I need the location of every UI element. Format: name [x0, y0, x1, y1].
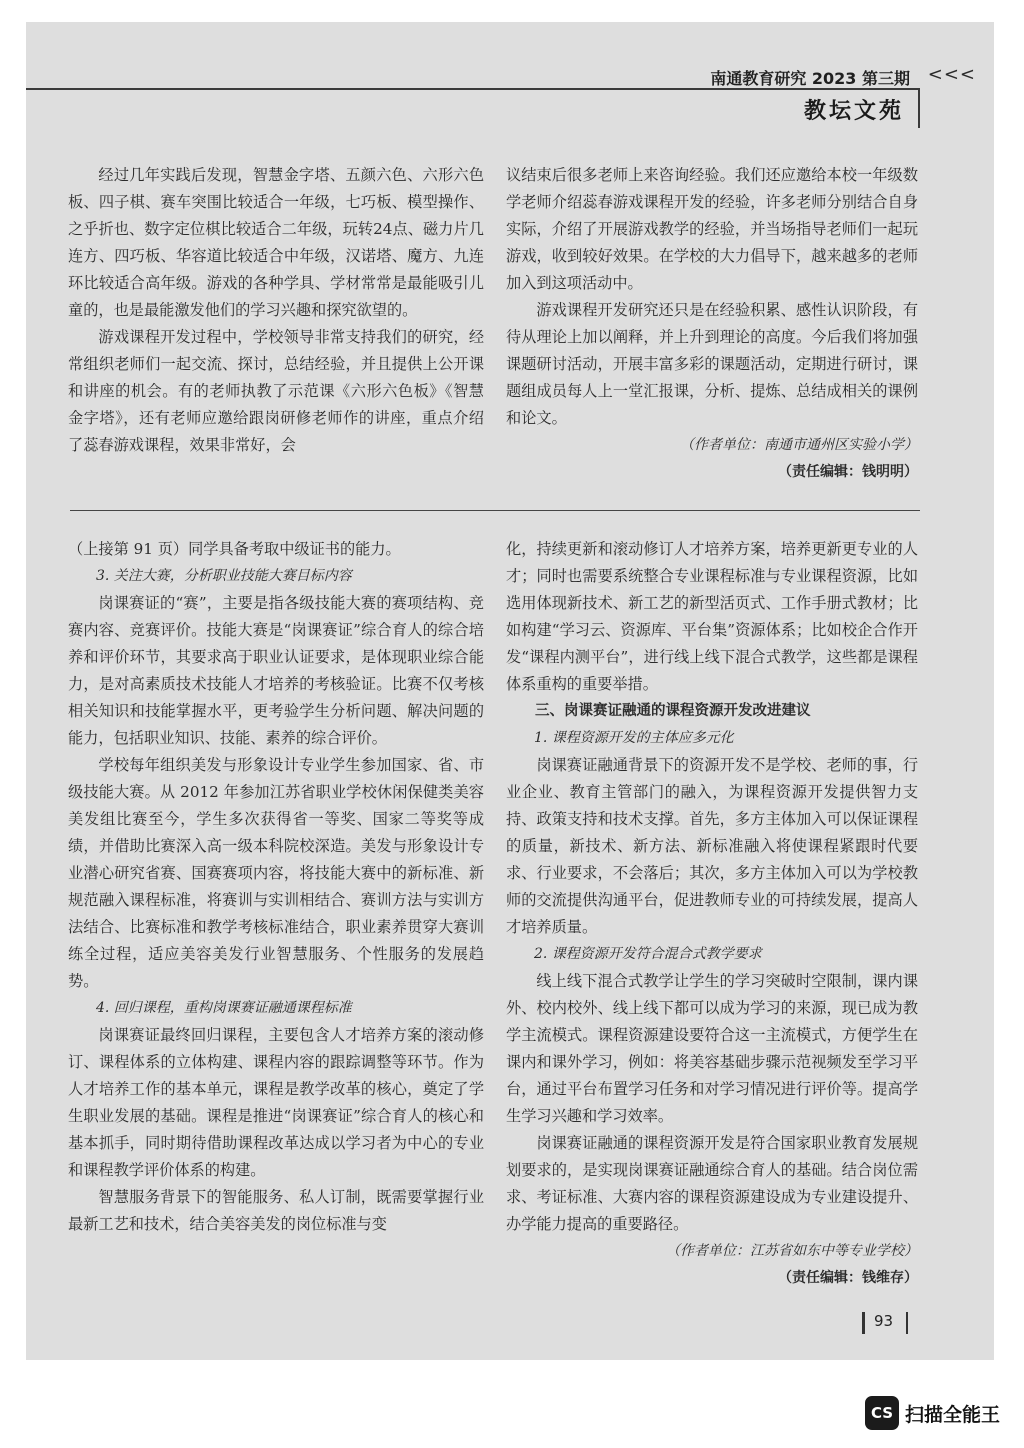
subsection-heading: 3. 关注大赛，分析职业技能大赛目标内容 — [96, 568, 352, 584]
paragraph: 岗课赛证的“赛”，主要是指各级技能大赛的赛项结构、竞赛内容、竞赛评价。技能大赛是“岗课赛证”综合育人的综合培养和评价环节，其要求高于职业认证要求，是体现职业综合能力，是对高素质技术技能人才培养的考核验证。比赛不仅考核相关知识和技能掌握水平，更考验学生分析问题、解决问题的能力，包括职业知识、技能、素养的综合评价。 — [68, 594, 484, 747]
article1-right-column — [506, 162, 918, 486]
author-unit: （作者单位：江苏省如东中等专业学校） — [666, 1243, 918, 1259]
camscanner-logo-icon: CS — [865, 1396, 899, 1430]
article2-left-column — [68, 536, 484, 1238]
journal-title: 南通教育研究 2023 第三期 — [710, 69, 910, 88]
subsection-heading: 2. 课程资源开发符合混合式教学要求 — [534, 946, 762, 962]
paragraph: 岗课赛证最终回归课程，主要包含人才培养方案的滚动修订、课程体系的立体构建、课程内容的跟踪调整等环节。作为人才培养工作的基本单元，课程是教学改革的核心，奠定了学生职业发展的基础。课程是推进“岗课赛证”综合育人的核心和基本抓手，同时期待借助课程改革达成以学习者为中心的专业和课程教学评价体系的构建。 — [68, 1026, 484, 1179]
subsection-heading: 1. 课程资源开发的主体应多元化 — [534, 730, 734, 746]
paragraph: 化，持续更新和滚动修订人才培养方案，培养更新更专业的人才；同时也需要系统整合专业课程标准与专业课程资源，比如选用体现新技术、新工艺的新型活页式、工作手册式教材；比如构建“学习云、资源库、平台集”资源体系；比如校企合作开发“课程内测平台”，进行线上线下混合式教学，这些都是课程体系重构的重要举措。 — [506, 540, 918, 693]
editor-credit: （责任编辑：钱维存） — [778, 1270, 918, 1286]
subsection-heading: 4. 回归课程，重构岗课赛证融通课程标准 — [96, 1000, 352, 1016]
paragraph: 经过几年实践后发现，智慧金字塔、五颜六色、六形六色板、四子棋、赛车突围比较适合一年级，七巧板、模型操作、之乎折也、数字定位棋比较适合二年级，玩转24点、磁力片几连方、四巧板、华容道比较适合中年级，汉诺塔、魔方、九连环比较适合高年级。游戏的各种学具、学材常常是最能吸引儿童的，也是最能激发他们的学习兴趣和探究欲望的。 — [68, 166, 484, 319]
journal-page — [26, 22, 994, 1360]
paragraph: （上接第 91 页）同学具备考取中级证书的能力。 — [68, 540, 401, 558]
article2-right-column — [506, 536, 918, 1292]
paragraph: 游戏课程开发过程中，学校领导非常支持我们的研究，经常组织老师们一起交流、探讨，总结经验，并且提供上公开课和讲座的机会。有的老师执教了示范课《六形六色板》《智慧金字塔》，还有老师应邀给跟岗研修老师作的讲座，重点介绍了蕊春游戏课程，效果非常好，会 — [68, 328, 484, 454]
author-unit: （作者单位：南通市通州区实验小学） — [680, 437, 918, 453]
paragraph: 智慧服务背景下的智能服务、私人订制，既需要掌握行业最新工艺和技术，结合美容美发的岗位标准与变 — [68, 1188, 484, 1233]
page-number: 93 — [874, 1312, 894, 1330]
paragraph: 议结束后很多老师上来咨询经验。我们还应邀给本校一年级数学老师介绍蕊春游戏课程开发的经验，许多老师分别结合自身实际，介绍了开展游戏教学的经验，并当场指导老师们一起玩游戏，收到较好效果。在学校的大力倡导下，越来越多的老师加入到这项活动中。 — [506, 166, 918, 292]
header-rule — [26, 88, 920, 90]
section-heading: 三、岗课赛证融通的课程资源开发改进建议 — [535, 703, 811, 719]
article1-left-column — [68, 162, 484, 459]
paragraph: 岗课赛证融通的课程资源开发是符合国家职业教育发展规划要求的，是实现岗课赛证融通综合育人的基础。结合岗位需求、考证标准、大赛内容的课程资源建设成为专业建设提升、办学能力提高的重要路径。 — [506, 1134, 918, 1233]
article-divider — [70, 510, 920, 511]
editor-credit: （责任编辑：钱明明） — [778, 464, 918, 480]
footer-bar-right — [906, 1312, 908, 1334]
scanner-watermark — [865, 1396, 1000, 1430]
arrows-icon: <<< — [927, 64, 976, 85]
header-side-rule — [918, 88, 920, 128]
paragraph: 学校每年组织美发与形象设计专业学生参加国家、省、市级技能大赛。从 2012 年参加江苏省职业学校休闲保健类美容美发组比赛至今，学生多次获得省一等奖、国家二等奖等成绩，并借助比赛深入高一级本科院校深造。美发与形象设计专业潜心研究省赛、国赛赛项内容，将技能大赛中的新标准、新规范融入课程标准，将赛训与实训相结合、赛训方法与实训方法结合、比赛标准和教学考核标准结合，职业素养贯穿大赛训练全过程，适应美容美发行业智慧服务、个性服务的发展趋势。 — [68, 756, 484, 990]
paragraph: 游戏课程开发研究还只是在经验积累、感性认识阶段，有待从理论上加以阐释，并上升到理论的高度。今后我们将加强课题研讨活动，开展丰富多彩的课题活动，定期进行研讨，课题组成员每人上一堂汇报课，分析、提炼、总结成相关的课例和论文。 — [506, 301, 918, 427]
paragraph: 岗课赛证融通背景下的资源开发不是学校、老师的事，行业企业、教育主管部门的融入，为课程资源开发提供智力支持、政策支持和技术支撑。首先，多方主体加入可以保证课程的质量，新技术、新方法、新标准融入将使课程紧跟时代要求、行业要求，不会落后；其次，多方主体加入可以为学校教师的交流提供沟通平台，促进教师专业的可持续发展，提高人才培养质量。 — [506, 756, 918, 936]
section-title: 教坛文苑 — [803, 99, 904, 124]
scanner-name: 扫描全能王 — [904, 1403, 1000, 1426]
paragraph: 线上线下混合式教学让学生的学习突破时空限制，课内课外、校内校外、线上线下都可以成为学习的来源，现已成为教学主流模式。课程资源建设要符合这一主流模式，方便学生在课内和课外学习，例如：将美容基础步骤示范视频发至学习平台，通过平台布置学习任务和对学习情况进行评价等。提高学生学习兴趣和学习效率。 — [506, 972, 918, 1125]
footer-bar — [862, 1312, 865, 1334]
